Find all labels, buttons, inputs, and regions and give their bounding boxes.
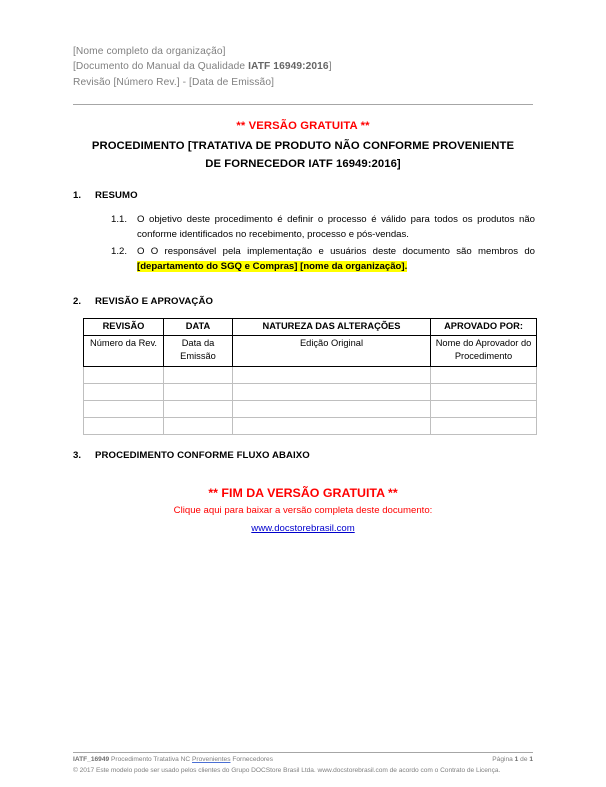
table-cell-empty (84, 401, 164, 418)
free-version-end-title: ** FIM DA VERSÃO GRATUITA ** (208, 486, 398, 500)
footer-page-mid: de (518, 756, 530, 763)
section-3-number: 3. (73, 450, 82, 461)
table-row-empty (84, 418, 537, 435)
table-cell-empty (233, 367, 431, 384)
header-manual-standard: IATF 16949:2016 (248, 61, 329, 73)
table-cell-empty (233, 384, 431, 401)
table-cell-empty (164, 384, 233, 401)
clause-1-2-body: O O responsável pela implementação e usuários deste documento são membros do (137, 246, 535, 257)
table-header-revisao: REVISÃO (84, 319, 164, 336)
section-heading-resumo (73, 190, 138, 201)
footer-divider (73, 752, 533, 753)
header-line-revision: Revisão [Número Rev.] - [Data de Emissão] (73, 76, 275, 88)
footer-doc-name-spellcheck: Provenientes (192, 756, 231, 763)
section-heading-revisao-aprovacao (73, 296, 213, 307)
section-2-number: 2. (73, 296, 82, 307)
table-cell-empty (233, 401, 431, 418)
table-header-data: DATA (164, 319, 233, 336)
table-cell-empty (233, 418, 431, 435)
page-footer (73, 755, 533, 775)
table-cell-empty (84, 367, 164, 384)
table-cell-empty (84, 418, 164, 435)
clause-1-2-highlight-organization: [nome da organização]. (300, 260, 408, 272)
page-title-line-1: PROCEDIMENTO [TRATATIVA DE PRODUTO NÃO CONFORME PROVENIENTE (91, 140, 515, 152)
free-version-end-subtitle: Clique aqui para baixar a versão completa deste documento: (173, 505, 433, 516)
table-cell-aprovado: Nome do Aprovador do Procedimento (431, 336, 537, 367)
footer-doc-name-post: Fornecedores (230, 756, 274, 763)
clause-1-1 (111, 213, 535, 242)
document-header (73, 44, 533, 90)
table-cell-empty (164, 367, 233, 384)
section-heading-procedimento-fluxo (73, 450, 310, 461)
page-title-line-2: DE FORNECEDOR IATF 16949:2016] (205, 158, 401, 170)
free-version-end-block (73, 485, 533, 536)
footer-page-total: 1 (529, 756, 533, 763)
table-row (84, 336, 537, 367)
footer-document-reference (73, 755, 273, 765)
clause-1-2-highlight-department: [departamento do SGQ e Compras] (137, 260, 298, 272)
table-header-natureza: NATUREZA DAS ALTERAÇÕES (233, 319, 431, 336)
table-header-row (84, 319, 537, 336)
clause-1-1-number: 1.1. (111, 214, 128, 225)
footer-page-number (492, 755, 533, 765)
header-line-organization: [Nome completo da organização] (73, 46, 226, 57)
footer-page-current: 1 (514, 756, 519, 763)
section-3-label: PROCEDIMENTO CONFORME FLUXO ABAIXO (95, 450, 310, 461)
table-row-empty (84, 401, 537, 418)
table-header-aprovado: APROVADO POR: (431, 319, 537, 336)
footer-doc-code: IATF_16949 (73, 756, 110, 763)
table-cell-empty (431, 418, 537, 435)
footer-page-pre: Página (492, 756, 515, 763)
section-1-number: 1. (73, 190, 82, 201)
header-divider (73, 104, 533, 105)
table-cell-empty (164, 401, 233, 418)
header-manual-post: ] (328, 61, 332, 73)
revision-approval-table (83, 318, 537, 435)
clause-1-2-number: 1.2. (111, 246, 128, 257)
table-cell-data: Data da Emissão (164, 336, 233, 367)
footer-top-row (73, 755, 533, 765)
table-cell-empty (431, 384, 537, 401)
section-2-label: REVISÃO E APROVAÇÃO (95, 296, 214, 307)
clause-1-1-text: O objetivo deste procedimento é definir o processo é válido para todos os produtos não conforme identificados no recebimento, processo e pós-vendas. (137, 214, 535, 240)
clause-1-2 (111, 245, 535, 274)
document-title-block (73, 118, 533, 173)
header-manual-pre: [Documento do Manual da Qualidade (73, 61, 249, 73)
table-cell-revisao: Número da Rev. (84, 336, 164, 367)
table-row-empty (84, 384, 537, 401)
table-cell-empty (431, 367, 537, 384)
table-row-empty (84, 367, 537, 384)
footer-doc-name-pre: Procedimento Tratativa NC (109, 756, 192, 763)
table-cell-empty (431, 401, 537, 418)
table-cell-empty (84, 384, 164, 401)
download-full-version-link[interactable]: www.docstorebrasil.com (251, 523, 355, 534)
clause-1-2-text (137, 245, 535, 274)
section-1-label: RESUMO (95, 190, 138, 201)
free-version-banner: ** VERSÃO GRATUITA ** (236, 120, 370, 132)
page-title (73, 137, 533, 173)
header-line-manual (73, 59, 533, 74)
table-cell-empty (164, 418, 233, 435)
footer-copyright: © 2017 Este modelo pode ser usado pelos clientes do Grupo DOCStore Brasil Ltda. www.docstorebrasil.com de acordo com o Contrato de Licença. (73, 766, 501, 774)
table-cell-natureza: Edição Original (233, 336, 431, 367)
